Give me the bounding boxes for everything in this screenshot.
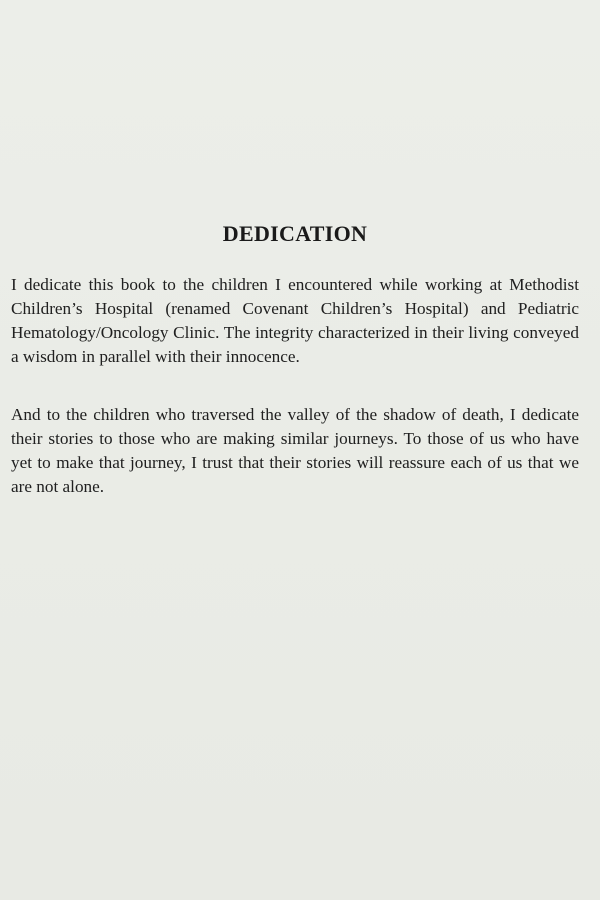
dedication-paragraph-2: And to the children who traversed the valley of the shadow of death, I dedicate their stories to those who are making similar journeys. To those of us who have yet to make that journey, I trust that their stories will reassure each of us that we are not alone.: [11, 405, 579, 496]
page-title: DEDICATION: [222, 221, 368, 246]
dedication-paragraph-1: I dedicate this book to the children I encountered while working at Methodist Children’s Hospital (renamed Covenant Children’s Hospital) and Pediatric Hematology/Oncology Clinic. The integrity characterized in their living conveyed a wisdom in parallel with their innocence.: [11, 275, 579, 366]
